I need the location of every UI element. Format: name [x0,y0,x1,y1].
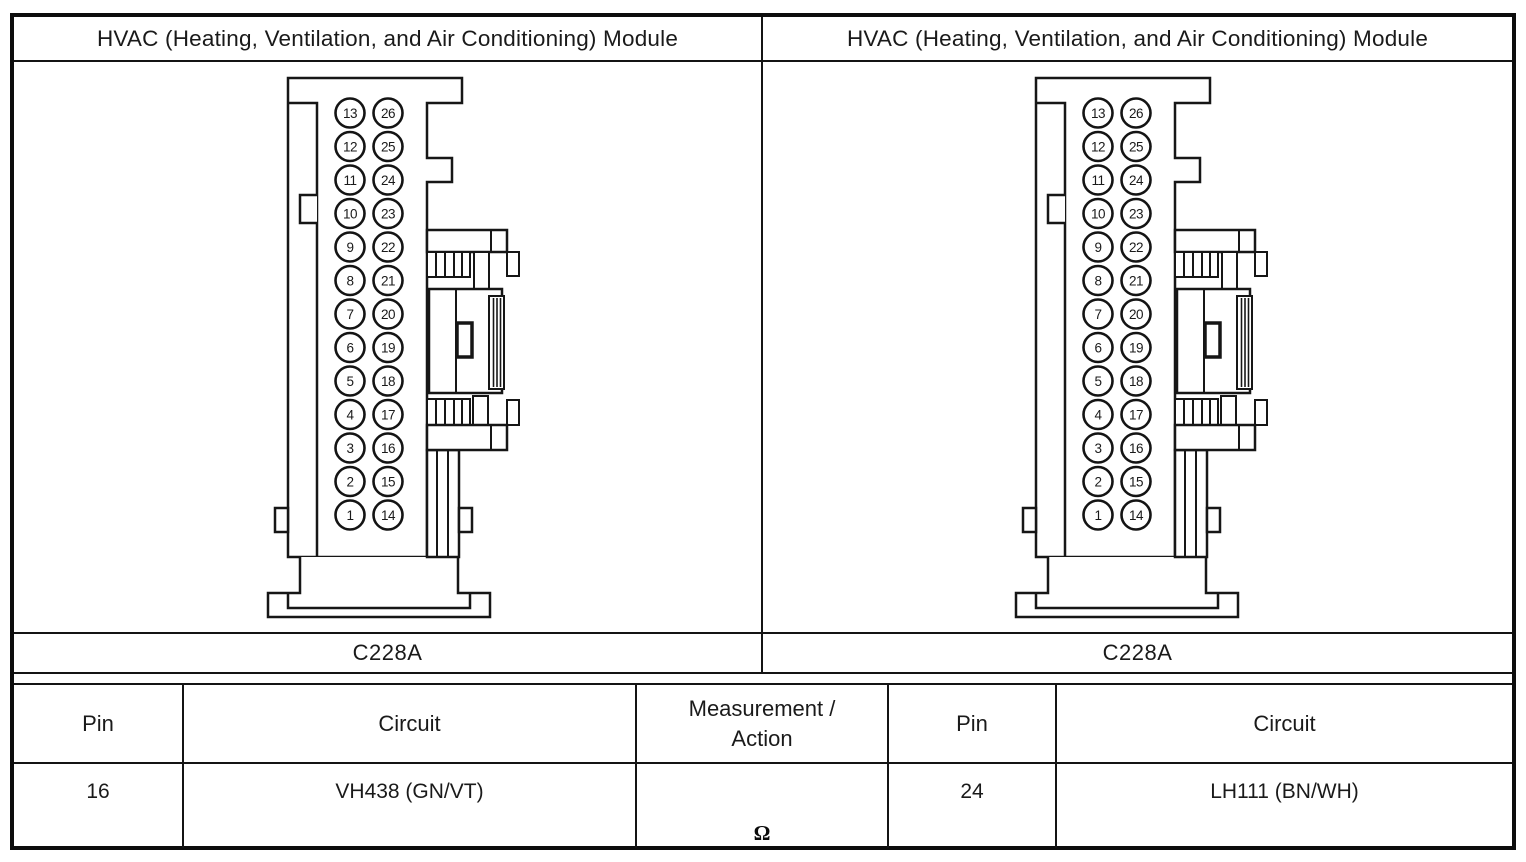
pin-measurement-table [14,683,1512,846]
pin-number: 13 [342,106,358,121]
connector-latch [427,230,519,450]
pin-number: 9 [346,240,354,255]
pin-number: 10 [342,206,358,222]
pin-number: 6 [346,340,354,356]
pin-number: 15 [380,474,396,490]
pin-number: 24 [380,173,396,188]
pin-number: 19 [380,340,396,356]
pin-number: 2 [346,474,354,490]
pin-number: 25 [380,139,396,155]
measurement-header-line1: Measurement / [688,695,836,721]
pin-number: 16 [380,441,396,456]
pin-number: 3 [346,441,354,456]
pin-value-left: 16 [14,762,184,848]
pin-header-left: Pin [14,685,184,762]
pin-number: 8 [346,273,354,289]
circuit-header-left: Circuit [184,685,637,762]
pin-value-right: 24 [889,762,1057,848]
pin-number: 4 [346,407,354,423]
pin-number: 14 [380,508,396,523]
ohm-symbol: Ω [637,762,889,848]
pin-number: 12 [342,139,358,155]
connector-diagram-left [10,64,760,630]
pin-number: 7 [346,307,354,322]
circuit-value-left: VH438 (GN/VT) [184,762,637,848]
measurement-header-line2: Action [731,725,793,751]
pin-number: 21 [380,273,396,289]
pin-number: 1 [346,508,354,523]
connector-diagram-right [758,64,1508,630]
pin-number: 18 [380,374,396,389]
pin-number: 23 [380,206,396,222]
pin-header-right: Pin [889,685,1057,762]
module-title-right: HVAC (Heating, Ventilation, and Air Conditioning) Module [763,17,1512,62]
connector-label-right: C228A [763,632,1512,674]
pin-number: 5 [346,374,354,389]
circuit-header-right: Circuit [1253,710,1316,736]
module-title-left: HVAC (Heating, Ventilation, and Air Conditioning) Module [14,17,761,62]
circuit-value-right: LH111 (BN/WH) [1057,762,1512,848]
pin-number: 20 [380,307,396,322]
measurement-action-header [637,685,889,762]
connector-label-left: C228A [14,632,761,674]
pin-number: 17 [380,407,396,423]
pin-number: 22 [380,240,396,255]
pin-number: 11 [343,173,357,188]
pin-number: 26 [380,106,396,121]
